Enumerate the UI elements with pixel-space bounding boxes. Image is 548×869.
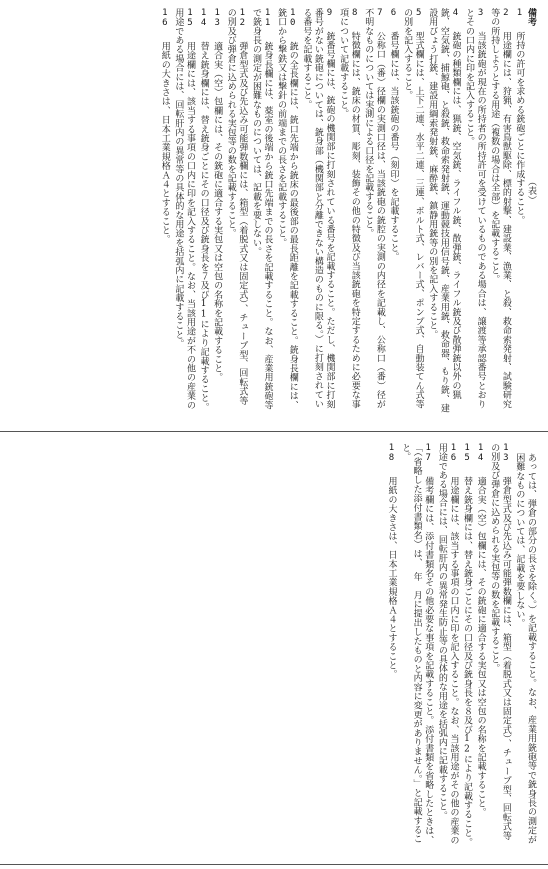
note-item xyxy=(462,8,485,413)
note-item xyxy=(435,443,458,848)
notes-page-bottom xyxy=(0,435,548,869)
note-text: 弾倉型式及び先込み可能弾数欄には、箱型（着脱式又は固定式）、チューブ型、回転式等の別及び弾倉に込められる実包等の数を記載すること。 xyxy=(225,8,248,406)
note-number: 13 xyxy=(500,443,511,464)
note-item xyxy=(197,8,209,413)
note-number: 9 xyxy=(324,8,335,19)
note-item xyxy=(385,443,397,848)
note-text: 番号欄には、当該銃砲の番号（刻印）を記載すること。 xyxy=(388,31,399,262)
note-number: 1 xyxy=(514,8,525,19)
notes-list-top xyxy=(158,8,524,413)
note-item xyxy=(400,8,423,413)
note-item xyxy=(158,8,170,413)
note-number: 14 xyxy=(475,443,486,464)
note-text: 公称口（番）径欄の実測口径は、当該銃砲の銃腔の実測の内径を記載し、公称口（番）径が不明なものについては実測による口径を記載すること。 xyxy=(363,8,385,409)
note-number: 4 xyxy=(450,8,461,19)
note-number: 3 xyxy=(475,8,486,19)
note-text: 弾倉型式及び先込み可能弾数欄には、箱型（着脱式又は固定式）、チューブ型、回転式等の別及び弾倉に込められる実包等の数を記載すること。 xyxy=(489,443,511,841)
note-text: 銃番号欄には、銃砲の機関部に打刻されている番号を記載すること。ただし、機関部に打刻番号がない銃砲については、銃身部（機関部と分離できない構造のものに限る。）に打刻されている番号を記載すること。 xyxy=(301,8,335,409)
note-item xyxy=(275,8,298,413)
note-text: 替え銃身欄には、替え銃身ごとにその口径及び銃身長を８及び12により記載すること。 xyxy=(462,476,473,847)
note-continuation: あっては、弾倉の部分の長さを除く。）を記載すること。なお、産業用銃砲等で銃身長の測定が困難なものについては、記載を要しない。 xyxy=(514,453,536,845)
note-number: 10 xyxy=(287,8,298,29)
note-item xyxy=(398,443,433,848)
note-number: 15 xyxy=(462,443,473,464)
note-text: 替え銃身欄には、替え銃身ごとにその口径及び銃身長を７及び11により記載すること。 xyxy=(198,41,209,412)
note-text: 型式欄には、上下二連、水平二連、三連、ボルト式、レバー式、ポンプ式、自動装てん式等の別を記入すること。 xyxy=(402,8,424,409)
note-item xyxy=(224,8,247,413)
note-item xyxy=(172,8,195,413)
note-item xyxy=(337,8,360,413)
note-text: 用紙の大きさは、日本工業規格Ａ４とすること。 xyxy=(386,476,397,680)
note-number: 6 xyxy=(388,8,399,19)
note-item xyxy=(488,8,511,413)
notes-heading: 備考 xyxy=(526,8,536,27)
note-text: 所持の許可を求める銃砲ごとに作成すること。 xyxy=(514,31,525,225)
note-text: 銃砲の種類欄には、猟銃、空気銃、ライフル銃、散弾銃、ライフル銃及び散弾銃以外の猟銃、空気銃、捕鯨砲、と殺銃、救命索発射銃、運動競技用信号銃、産業用銃、救命器、もり銃、建設用びょう打銃、建設用綱索発射銃、麻酔銃、鎮静用銃等の別を記入すること。 xyxy=(427,8,461,413)
note-text: 備考欄には、添付書類名その他必要な事項を記載すること。添付書類を省略したときは、「（省略した添付書類名）は、 年 月に提出したものと内容に変更がありません。」と記載すること。 xyxy=(400,443,434,845)
note-text: 用途欄には、狩猟、有害鳥獣駆除、標的射撃、建設業、漁業、と殺、救命索発射、試験研究等の所持しようとする用途（複数の場合は全部）を記載すること。 xyxy=(489,8,511,409)
note-text: 用紙の大きさは、日本工業規格Ａ４とすること。 xyxy=(159,41,170,245)
note-number: 11 xyxy=(262,8,273,29)
note-item xyxy=(488,443,511,848)
page-divider xyxy=(0,431,548,432)
note-text: 銃身長欄には、薬室の後端から銃口先端までの長さを記載すること。なお、産業用銃砲等で銃身長の測定が困難なものについては、記載を要しない。 xyxy=(250,8,273,410)
note-text: 銃の全長欄には、銃口先端から銃床の最後部の最長距離を記載すること。銃身長欄には、銃口から撃鉄又は撃針の前端までの長さを記載すること。 xyxy=(276,8,298,410)
note-number: 2 xyxy=(500,8,511,19)
note-item xyxy=(362,8,385,413)
note-number: 13 xyxy=(212,8,223,29)
note-number: 7 xyxy=(374,8,385,19)
note-number: 16 xyxy=(448,443,459,464)
notes-column-top xyxy=(6,8,536,413)
note-item xyxy=(460,443,472,848)
notes-list-bottom xyxy=(385,443,511,848)
note-number: 14 xyxy=(198,8,209,29)
note-text: 用途欄には、該当する事項の口内に印を記入すること。なお、当該用途がその他の産業の用途である場合には、回転肝内の異常発生防止等の具体的な用途を括弧内に記載すること。 xyxy=(436,443,459,845)
note-number: 12 xyxy=(237,8,248,29)
note-text: 適合実（空）包欄には、その銃砲に適合する実包又は空包の名称を記載すること。 xyxy=(212,41,223,383)
note-item xyxy=(249,8,272,413)
note-text: 適合実（空）包欄には、その銃砲に適合する実包又は空包の名称を記載すること。 xyxy=(475,476,486,818)
note-number: 5 xyxy=(413,8,424,19)
note-item xyxy=(474,443,486,848)
note-number: 15 xyxy=(184,8,195,29)
notes-subtitle: （表） xyxy=(526,176,536,205)
note-text: 用途欄には、該当する事項の口内に印を記入すること。なお、当該用途が不の他の産業の用途である場合には、回転肝内の異常等の具体的な用途を括弧内に記載すること。 xyxy=(173,8,195,410)
note-item xyxy=(211,8,223,413)
note-number: 18 xyxy=(386,443,397,464)
note-text: 当該銃砲が現在の所持者の所持許可を受けているものである場合は、譲渡等承認番号とおりとその口内に印を記入すること。 xyxy=(464,8,486,409)
note-item xyxy=(513,8,525,413)
note-item xyxy=(387,8,399,413)
notes-column-bottom xyxy=(256,443,536,848)
notes-page-top xyxy=(0,0,548,428)
note-item xyxy=(300,8,335,413)
note-number: 8 xyxy=(349,8,360,19)
page-footer-rule xyxy=(0,864,548,865)
note-number: 16 xyxy=(159,8,170,29)
note-number: 17 xyxy=(423,443,434,464)
note-text: 特徴欄には、銃床の材質、彫刻、装飾その他の特徴及び当該銃砲を特定するために必要な事項について記載すること。 xyxy=(338,8,360,409)
note-item xyxy=(426,8,461,413)
